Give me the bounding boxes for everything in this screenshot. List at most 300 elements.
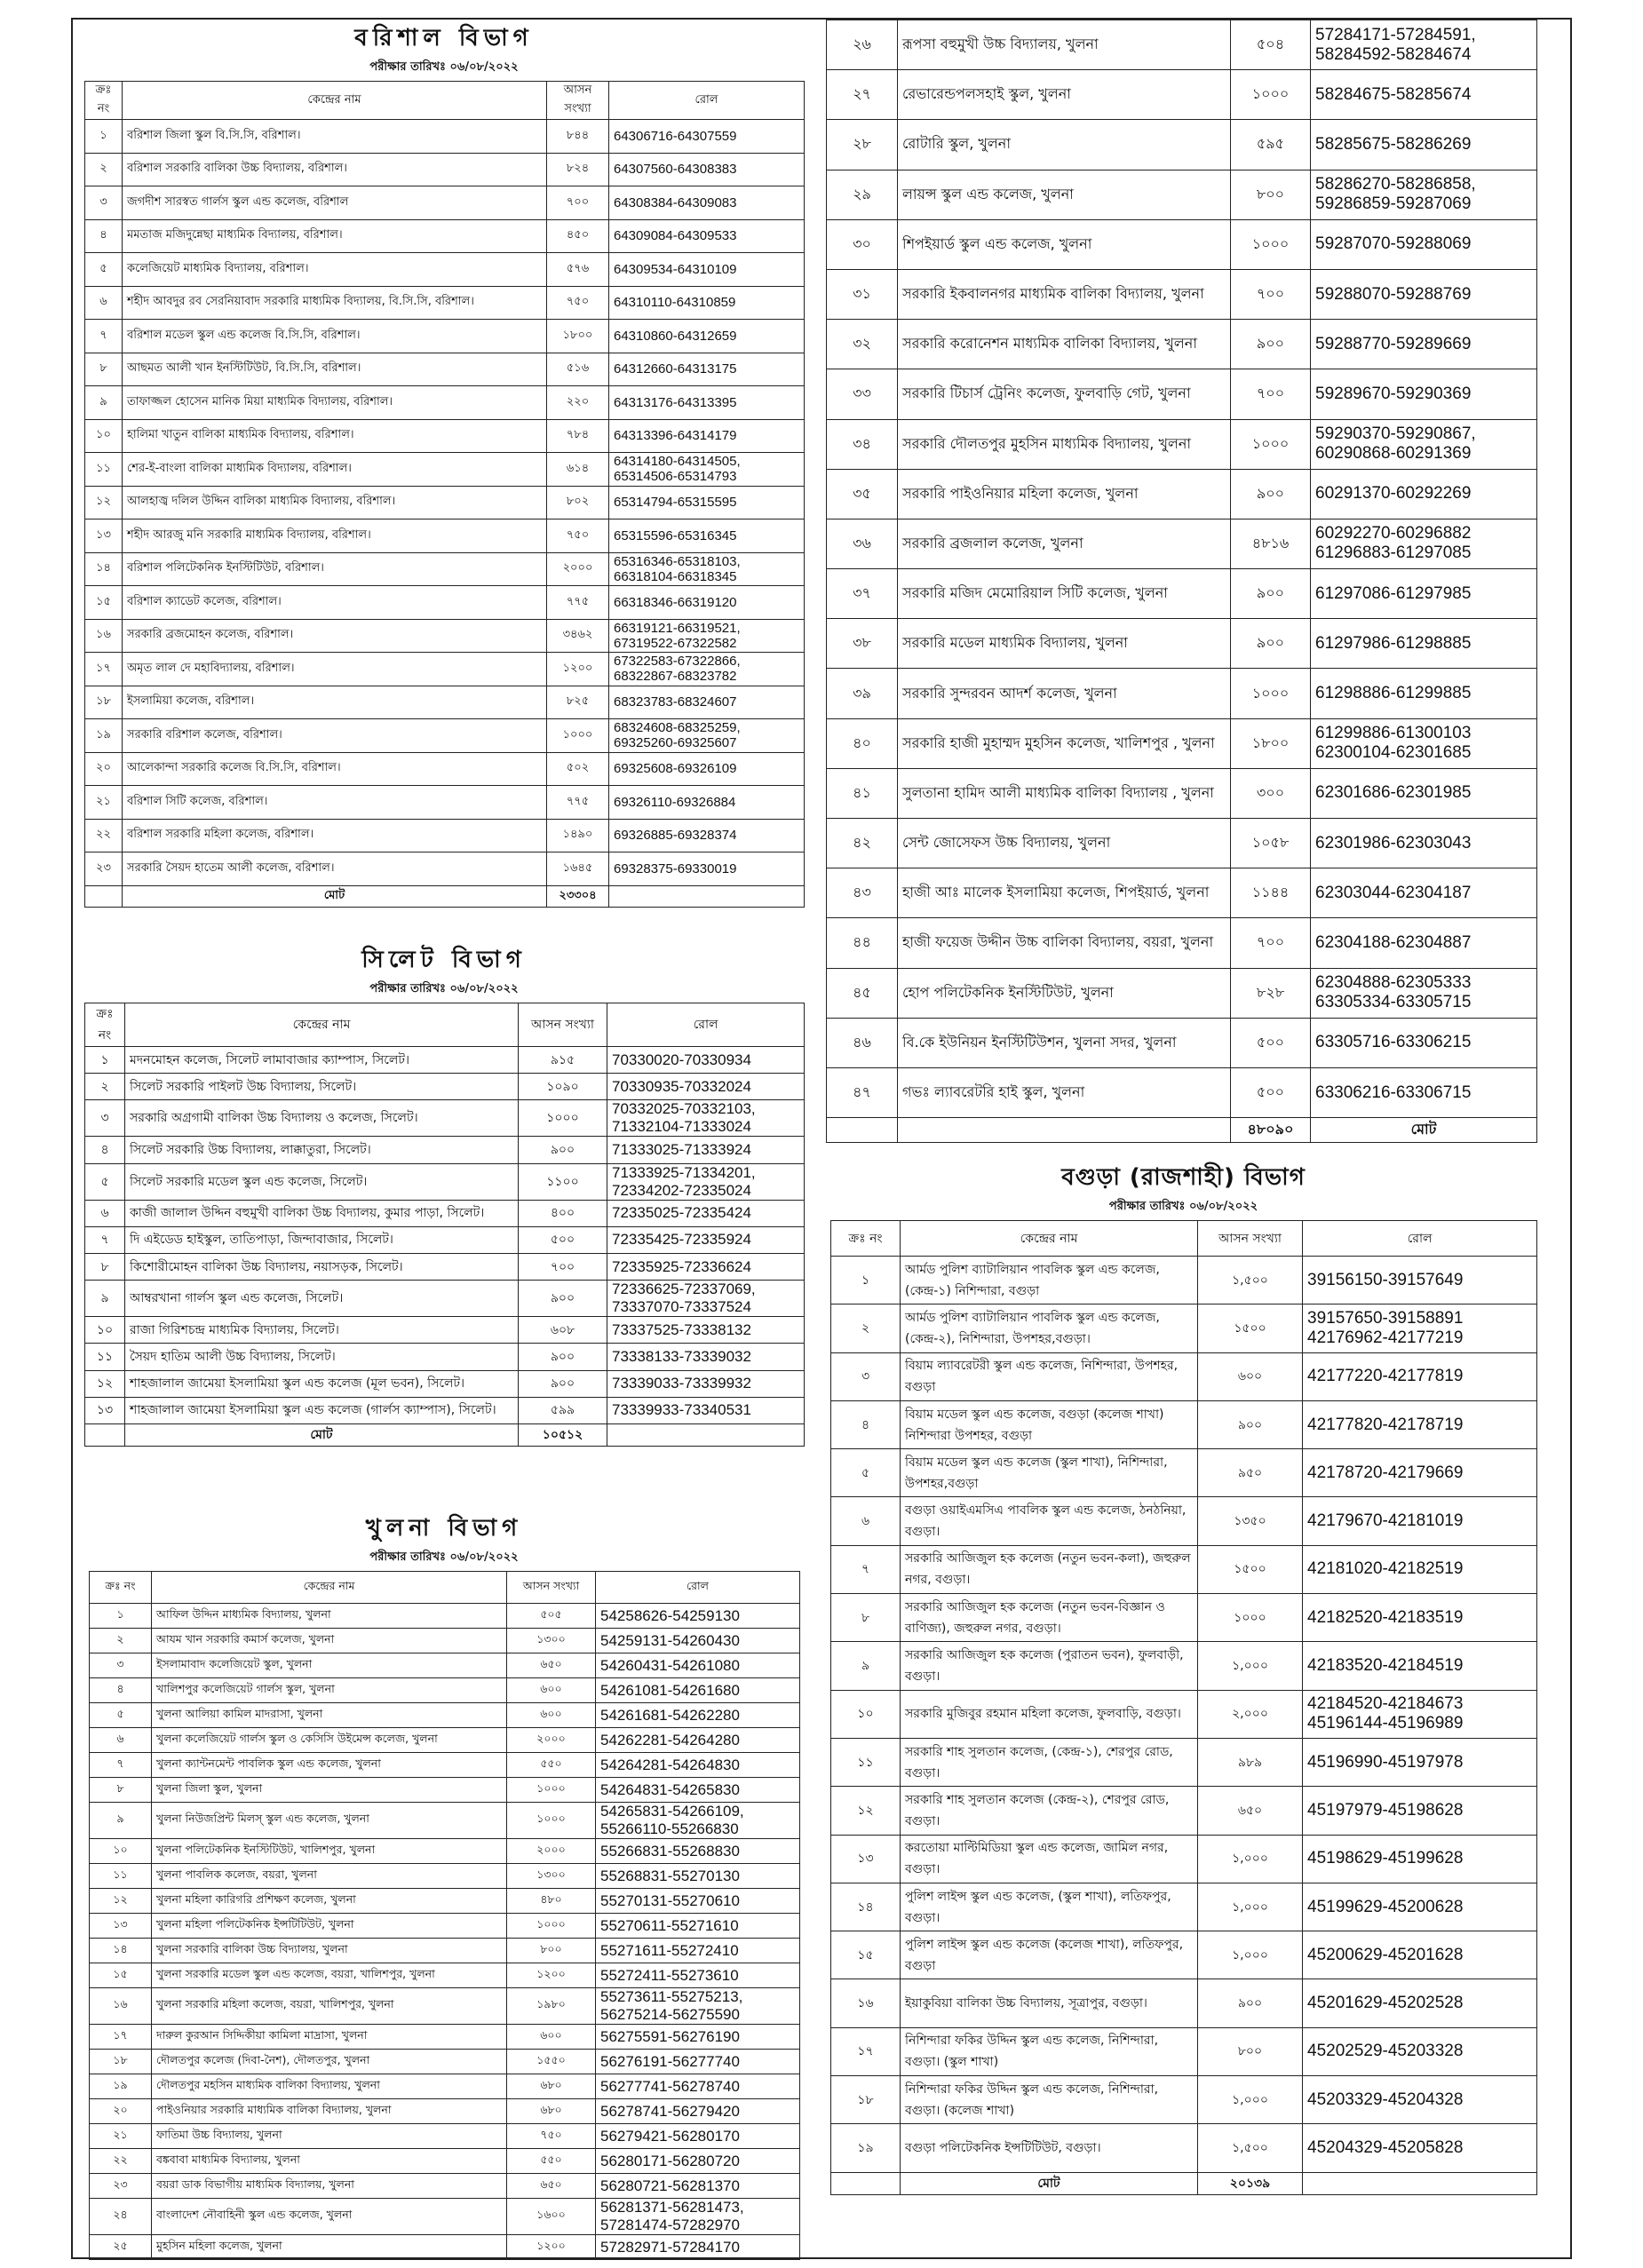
serial-cell: ৯ xyxy=(831,1642,901,1690)
table-row xyxy=(90,1653,800,1678)
khulna-title: খুলনা বিভাগ xyxy=(365,1515,523,1542)
seat-count-cell: ৯০০ xyxy=(1231,469,1311,519)
table-row xyxy=(85,552,805,586)
table-row xyxy=(827,968,1537,1018)
center-name-cell: তাফাজ্জল হোসেন মানিক মিয়া মাধ্যমিক বিদ্যালয়, বরিশাল। xyxy=(123,386,547,420)
roll-range-cell: 66319121-66319521, 67319522-67322582 xyxy=(609,619,805,653)
table-row xyxy=(85,1163,805,1200)
bogura-date: পরীক্ষার তারিখঃ ০৬/০৮/২০২২ xyxy=(1108,1200,1258,1213)
serial-cell: ৫ xyxy=(831,1449,901,1497)
center-name-cell: আর্মড পুলিশ ব্যাটালিয়ান পাবলিক স্কুল এন্ড কলেজ, (কেন্দ্র-১) নিশিন্দারা, বগুড়া xyxy=(901,1257,1198,1304)
table-row xyxy=(90,1778,800,1803)
roll-range-cell: 56281371-56281473, 57281474-57282970 xyxy=(596,2199,800,2235)
roll-range-cell: 54264281-54264830 xyxy=(596,1753,800,1778)
table-row xyxy=(827,868,1537,918)
center-name-cell: বগুড়া ওয়াইএমসিএ পাবলিক স্কুল এন্ড কলেজ, ঠনঠনিয়া, বগুড়া। xyxy=(901,1497,1198,1545)
serial-cell: ১১ xyxy=(85,1344,125,1370)
seat-count-cell: ৫১৬ xyxy=(547,353,609,386)
serial-cell: ১৪ xyxy=(90,1939,152,1963)
table-row xyxy=(827,569,1537,619)
center-name-cell: শাহজালাল জামেয়া ইসলামিয়া স্কুল এন্ড কলেজ (গার্লস ক্যাম্পাস), সিলেট। xyxy=(125,1397,519,1423)
table-row xyxy=(831,1931,1537,1979)
center-name-cell: সরকারি মজিদ মেমোরিয়াল সিটি কলেজ, খুলনা xyxy=(898,569,1231,619)
seat-count-cell: ৮০২ xyxy=(547,486,609,519)
roll-range-cell: 71333925-71334201, 72334202-72335024 xyxy=(607,1163,805,1200)
table-row xyxy=(85,852,805,886)
roll-range-cell: 58286270-58286858, 59286859-59287069 xyxy=(1311,170,1537,219)
roll-range-cell: 64310860-64312659 xyxy=(609,320,805,353)
roll-range-cell: 62304888-62305333 63305334-63305715 xyxy=(1311,968,1537,1018)
roll-range-cell: 56279421-56280170 xyxy=(596,2124,800,2149)
roll-range-cell: 57284171-57284591, 58284592-58284674 xyxy=(1311,20,1537,70)
seat-count-cell: ৭৮৪ xyxy=(547,419,609,453)
roll-range-cell: 54264831-54265830 xyxy=(596,1778,800,1803)
center-name-cell: দারুল কুরআন সিদ্দিকীয়া কামিলা মাদ্রাসা, খুলনা xyxy=(152,2025,507,2050)
table-row xyxy=(90,2050,800,2074)
center-name-cell: আছমত আলী খান ইনস্টিটিউট, বি.সি.সি, বরিশাল। xyxy=(123,353,547,386)
serial-cell: ১৬ xyxy=(831,1979,901,2027)
roll-range-cell: 45199629-45200628 xyxy=(1303,1883,1537,1931)
center-name-cell: খুলনা ক্যান্টনমেন্ট পাবলিক স্কুল এন্ড কলেজ, খুলনা xyxy=(152,1753,507,1778)
table-row xyxy=(90,1753,800,1778)
roll-range-cell: 45196990-45197978 xyxy=(1303,1738,1537,1786)
center-name-cell: খুলনা কলেজিয়েট গার্লস স্কুল ও কেসিসি উইমেন্স কলেজ, খুলনা xyxy=(152,1728,507,1753)
seat-count-cell: ৫৫০ xyxy=(507,2149,596,2174)
table-row xyxy=(831,1883,1537,1931)
center-name-cell: সরকারি মডেল মাধ্যমিক বিদ্যালয়, খুলনা xyxy=(898,619,1231,669)
serial-cell: ১৩ xyxy=(90,1914,152,1939)
khulna-section-continued xyxy=(826,20,1536,1143)
serial-cell: ৩ xyxy=(831,1352,901,1400)
serial-cell: ১০ xyxy=(85,1317,125,1344)
center-name-cell: সরকারি করোনেশন মাধ্যমিক বালিকা বিদ্যালয়, খুলনা xyxy=(898,320,1231,369)
seat-count-cell: ৬০০ xyxy=(1198,1352,1303,1400)
table-row xyxy=(827,219,1537,269)
total-label: মোট xyxy=(901,2172,1198,2194)
roll-range-cell: 68323783-68324607 xyxy=(609,686,805,719)
serial-cell: ৩৩ xyxy=(827,369,898,419)
table-row xyxy=(85,519,805,553)
roll-range-cell: 55268831-55270130 xyxy=(596,1864,800,1889)
center-name-cell: সরকারি পাইওনিয়ার মহিলা কলেজ, খুলনা xyxy=(898,469,1231,519)
roll-range-cell: 54260431-54261080 xyxy=(596,1653,800,1678)
col-header-seats: আসন সংখ্যা xyxy=(507,1572,596,1604)
seat-count-cell: ৩০০ xyxy=(1231,768,1311,818)
roll-range-cell: 72335025-72335424 xyxy=(607,1200,805,1226)
roll-range-cell: 68324608-68325259, 69325260-69325607 xyxy=(609,719,805,753)
center-name-cell: সরকারি সুন্দরবন আদর্শ কলেজ, খুলনা xyxy=(898,669,1231,718)
center-name-cell: ইসলামিয়া কলেজ, বরিশাল। xyxy=(123,686,547,719)
center-name-cell: লায়ন্স স্কুল এন্ড কলেজ, খুলনা xyxy=(898,170,1231,219)
serial-cell: ১৪ xyxy=(831,1883,901,1931)
center-name-cell: বগুড়া পলিটেকনিক ইন্সটিটিউট, বগুড়া। xyxy=(901,2124,1198,2172)
center-name-cell: ফাতিমা উচ্চ বিদ্যালয়, খুলনা xyxy=(152,2124,507,2149)
center-name-cell: খুলনা সরকারি মহিলা কলেজ, বয়রা, খালিশপুর, খুলনা xyxy=(152,1988,507,2025)
roll-range-cell: 65315596-65316345 xyxy=(609,519,805,553)
seat-count-cell: ৯০০ xyxy=(519,1344,607,1370)
roll-range-cell: 65316346-65318103, 66318104-66318345 xyxy=(609,552,805,586)
table-row xyxy=(85,1281,805,1317)
table-row xyxy=(827,519,1537,568)
seat-count-cell: ১০০০ xyxy=(519,1100,607,1137)
table-row xyxy=(85,186,805,220)
col-header-roll: রোল xyxy=(609,82,805,120)
seat-count-cell: ৫০৫ xyxy=(507,1604,596,1629)
center-name-cell: সরকারি অগ্রগামী বালিকা উচ্চ বিদ্যালয় ও কলেজ, সিলেট। xyxy=(125,1100,519,1137)
seat-count-cell: ১২০০ xyxy=(507,2235,596,2260)
table-row xyxy=(85,686,805,719)
table-row xyxy=(827,819,1537,868)
roll-range-cell: 69326885-69328374 xyxy=(609,819,805,852)
table-row xyxy=(85,1226,805,1253)
center-name-cell: বিয়াম ল্যাবরেটরী স্কুল এন্ড কলেজ, নিশিন্দারা, উপশহর, বগুড়া xyxy=(901,1352,1198,1400)
col-header-name: কেন্দ্রের নাম xyxy=(901,1221,1198,1257)
serial-cell: ৪১ xyxy=(827,768,898,818)
seat-count-cell: ৫৯৯ xyxy=(519,1397,607,1423)
serial-cell: ৯ xyxy=(85,1281,125,1317)
serial-cell: ২২ xyxy=(85,819,123,852)
center-name-cell: সৈয়দ হাতিম আলী উচ্চ বিদ্যালয়, সিলেট। xyxy=(125,1344,519,1370)
serial-cell: ৭ xyxy=(90,1753,152,1778)
center-name-cell: খালিশপুর কলেজিয়েট গার্লস স্কুল, খুলনা xyxy=(152,1678,507,1703)
roll-range-cell: 64309534-64310109 xyxy=(609,253,805,287)
table-row xyxy=(85,1047,805,1074)
seat-count-cell: ১৫০০ xyxy=(1198,1545,1303,1593)
center-name-cell: হালিমা খাতুন বালিকা মাধ্যমিক বিদ্যালয়, বরিশাল। xyxy=(123,419,547,453)
center-name-cell: দৌলতপুর কলেজ (দিবা-নৈশ), দৌলতপুর, খুলনা xyxy=(152,2050,507,2074)
serial-cell: ১৩ xyxy=(831,1835,901,1883)
barishal-table xyxy=(84,81,805,908)
roll-range-cell: 42177220-42177819 xyxy=(1303,1352,1537,1400)
seat-count-cell: ৯০০ xyxy=(1198,1979,1303,2027)
roll-range-cell: 45202529-45203328 xyxy=(1303,2027,1537,2075)
seat-count-cell: ৭০০ xyxy=(1231,269,1311,319)
roll-range-cell: 62304188-62304887 xyxy=(1311,918,1537,968)
serial-cell: ২ xyxy=(85,1074,125,1100)
col-header-sl: ক্রঃ নং xyxy=(831,1221,901,1257)
table-row xyxy=(90,1728,800,1753)
seat-count-cell: ৮৪৪ xyxy=(547,120,609,154)
roll-range-cell: 42181020-42182519 xyxy=(1303,1545,1537,1593)
total-value: ২৩৩০৪ xyxy=(547,885,609,907)
table-row xyxy=(827,1067,1537,1117)
center-name-cell: অমৃত লাল দে মহাবিদ্যালয়, বরিশাল। xyxy=(123,653,547,686)
table-row xyxy=(85,619,805,653)
center-name-cell: নিশিন্দারা ফকির উদ্দিন স্কুল এন্ড কলেজ, নিশিন্দারা, বগুড়া। (কলেজ শাখা) xyxy=(901,2076,1198,2124)
table-row xyxy=(827,170,1537,219)
serial-cell: ৩৯ xyxy=(827,669,898,718)
serial-cell: ৫ xyxy=(90,1703,152,1728)
center-name-cell: বি.কে ইউনিয়ন ইনস্টিটিউশন, খুলনা সদর, খুলনা xyxy=(898,1018,1231,1067)
serial-cell: ৩ xyxy=(85,1100,125,1137)
seat-count-cell: ১০০০ xyxy=(507,1803,596,1839)
col-header-sl: ক্রঃ নং xyxy=(85,1003,125,1047)
seat-count-cell: ৫৫০ xyxy=(507,1753,596,1778)
roll-range-cell: 64307560-64308383 xyxy=(609,153,805,186)
seat-count-cell: ১,৫০০ xyxy=(1198,2124,1303,2172)
center-name-cell: পুলিশ লাইন্স স্কুল এন্ড কলেজ (কলেজ শাখা), লতিফপুর, বগুড়া xyxy=(901,1931,1198,1979)
serial-cell: ৪৬ xyxy=(827,1018,898,1067)
seat-count-cell: ৪৮০ xyxy=(507,1889,596,1914)
table-row xyxy=(85,219,805,253)
center-name-cell: খুলনা নিউজপ্রিন্ট মিলস্ স্কুল এন্ড কলেজ, খুলনা xyxy=(152,1803,507,1839)
seat-count-cell: ১৪৯০ xyxy=(547,819,609,852)
col-header-sl: ক্রঃ নং xyxy=(85,82,123,120)
serial-cell: ৬ xyxy=(85,286,123,320)
roll-range-cell: 72335925-72336624 xyxy=(607,1253,805,1280)
center-name-cell: বিয়াম মডেল স্কুল এন্ড কলেজ, বগুড়া (কলেজ শাখা) নিশিন্দারা উপশহর, বগুড়া xyxy=(901,1400,1198,1448)
table-row xyxy=(85,386,805,420)
table-row xyxy=(831,1594,1537,1642)
center-name-cell: সরকারি ইকবালনগর মাধ্যমিক বালিকা বিদ্যালয়, খুলনা xyxy=(898,269,1231,319)
sylhet-section xyxy=(84,941,804,1447)
roll-range-cell: 54265831-54266109, 55266110-55266830 xyxy=(596,1803,800,1839)
seat-count-cell: ৮২৫ xyxy=(547,686,609,719)
seat-count-cell: ২,০০০ xyxy=(1198,1690,1303,1738)
seat-count-cell: ৭০০ xyxy=(1231,369,1311,419)
serial-cell: ২১ xyxy=(85,786,123,820)
roll-range-cell: 56277741-56278740 xyxy=(596,2074,800,2099)
seat-count-cell: ৭০০ xyxy=(547,186,609,220)
seat-count-cell: ৫৯৫ xyxy=(1231,120,1311,170)
center-name-cell: সরকারি টিচার্স ট্রেনিং কলেজ, ফুলবাড়ি গেট, খুলনা xyxy=(898,369,1231,419)
serial-cell: ৩৭ xyxy=(827,569,898,619)
center-name-cell: সেন্ট জোসেফস উচ্চ বিদ্যালয়, খুলনা xyxy=(898,819,1231,868)
seat-count-cell: ৮০০ xyxy=(1231,170,1311,219)
serial-cell: ৩৪ xyxy=(827,419,898,469)
seat-count-cell: ৭৫০ xyxy=(507,2124,596,2149)
seat-count-cell: ১০০০ xyxy=(507,1778,596,1803)
center-name-cell: রেভারেন্ডপলসহাই স্কুল, খুলনা xyxy=(898,70,1231,120)
roll-range-cell: 64312660-64313175 xyxy=(609,353,805,386)
seat-count-cell: ৫০০ xyxy=(1231,1018,1311,1067)
roll-range-cell: 70332025-70332103, 71332104-71333024 xyxy=(607,1100,805,1137)
sylhet-table xyxy=(84,1003,805,1447)
roll-range-cell: 59289670-59290369 xyxy=(1311,369,1537,419)
roll-range-cell: 45198629-45199628 xyxy=(1303,1835,1537,1883)
seat-count-cell: ৫৭৬ xyxy=(547,253,609,287)
table-row xyxy=(827,918,1537,968)
center-name-cell: কিশোরীমোহন বালিকা উচ্চ বিদ্যালয়, নয়াসড়ক, সিলেট। xyxy=(125,1253,519,1280)
serial-cell: ২৭ xyxy=(827,70,898,120)
center-name-cell: শের-ই-বাংলা বালিকা মাধ্যমিক বিদ্যালয়, বরিশাল। xyxy=(123,453,547,487)
seat-count-cell: ৯০০ xyxy=(519,1137,607,1163)
table-row xyxy=(85,1200,805,1226)
table-row xyxy=(85,320,805,353)
serial-cell: ৪৫ xyxy=(827,968,898,1018)
seat-count-cell: ৭৭৫ xyxy=(547,586,609,620)
center-name-cell: রাজা গিরিশচন্দ্র মাধ্যমিক বিদ্যালয়, সিলেট। xyxy=(125,1317,519,1344)
serial-cell: ৬ xyxy=(85,1200,125,1226)
center-name-cell: সরকারি শাহ সুলতান কলেজ (কেন্দ্র-২), শেরপুর রোড, বগুড়া। xyxy=(901,1787,1198,1835)
roll-range-cell: 71333025-71333924 xyxy=(607,1137,805,1163)
total-label: মোট xyxy=(125,1423,519,1446)
seat-count-cell: ১০৫৮ xyxy=(1231,819,1311,868)
roll-range-cell: 54261081-54261680 xyxy=(596,1678,800,1703)
table-row xyxy=(831,1979,1537,2027)
seat-count-cell: ১০০০ xyxy=(1198,1594,1303,1642)
center-name-cell: করতোয়া মাল্টিমিডিয়া স্কুল এন্ড কলেজ, জামিল নগর, বগুড়া। xyxy=(901,1835,1198,1883)
seat-count-cell: ১০৯০ xyxy=(519,1074,607,1100)
table-row xyxy=(827,120,1537,170)
col-header-seats: আসন সংখ্যা xyxy=(547,82,609,120)
seat-count-cell: ১১৪৪ xyxy=(1231,868,1311,918)
serial-cell: ৩৬ xyxy=(827,519,898,568)
roll-range-cell: 55273611-55275213, 56275214-56275590 xyxy=(596,1988,800,2025)
roll-range-cell: 56276191-56277740 xyxy=(596,2050,800,2074)
center-name-cell: সরকারি হাজী মুহাম্মদ মুহসিন কলেজ, খালিশপুর , খুলনা xyxy=(898,718,1231,768)
serial-cell: ৩ xyxy=(85,186,123,220)
center-name-cell: আলহাজ্ব দলিল উদ্দিন বালিকা মাধ্যমিক বিদ্যালয়, বরিশাল। xyxy=(123,486,547,519)
table-row xyxy=(827,269,1537,319)
table-row xyxy=(827,718,1537,768)
center-name-cell: শহীদ আবদুর রব সেরনিয়াবাদ সরকারি মাধ্যমিক বিদ্যালয়, বি.সি.সি, বরিশাল। xyxy=(123,286,547,320)
serial-cell: ১৯ xyxy=(831,2124,901,2172)
serial-cell: ১০ xyxy=(90,1839,152,1864)
sylhet-title: সিলেট বিভাগ xyxy=(361,947,527,973)
center-name-cell: বরিশাল জিলা স্কুল বি.সি.সি, বরিশাল। xyxy=(123,120,547,154)
serial-cell: ১১ xyxy=(831,1738,901,1786)
roll-range-cell: 61298886-61299885 xyxy=(1311,669,1537,718)
center-name-cell: খুলনা সরকারি মডেল স্কুল এন্ড কলেজ, বয়রা, খালিশপুর, খুলনা xyxy=(152,1963,507,1988)
table-row xyxy=(831,1257,1537,1304)
center-name-cell: সরকারি আজিজুল হক কলেজ (নতুন ভবন-বিজ্ঞান ও বাণিজ্য), জহুরুল নগর, বগুড়া। xyxy=(901,1594,1198,1642)
center-name-cell: শহীদ আরজু মনি সরকারি মাধ্যমিক বিদ্যালয়, বরিশাল। xyxy=(123,519,547,553)
table-row xyxy=(85,752,805,786)
roll-range-cell: 55272411-55273610 xyxy=(596,1963,800,1988)
center-name-cell: খুলনা আলিয়া কামিল মাদরাসা, খুলনা xyxy=(152,1703,507,1728)
center-name-cell: হোপ পলিটেকনিক ইনস্টিটিউট, খুলনা xyxy=(898,968,1231,1018)
center-name-cell: আর্মড পুলিশ ব্যাটালিয়ান পাবলিক স্কুল এন্ড কলেজ, (কেন্দ্র-২), নিশিন্দারা, উপশহর,বগুড়া। xyxy=(901,1304,1198,1352)
total-value: ১০৫১২ xyxy=(519,1423,607,1446)
roll-range-cell: 64313396-64314179 xyxy=(609,419,805,453)
serial-cell: ৩০ xyxy=(827,219,898,269)
table-row xyxy=(827,1018,1537,1067)
seat-count-cell: ১২০০ xyxy=(507,1963,596,1988)
seat-count-cell: ১৬০০ xyxy=(507,2199,596,2235)
center-name-cell: খুলনা পলিটেকনিক ইনস্টিটিউট, খালিশপুর, খুলনা xyxy=(152,1839,507,1864)
table-row xyxy=(90,1864,800,1889)
seat-count-cell: ৯০০ xyxy=(519,1281,607,1317)
total-value: ২০১৩৯ xyxy=(1198,2172,1303,2194)
center-name-cell: মদনমোহন কলেজ, সিলেট লামাবাজার ক্যাম্পাস, সিলেট। xyxy=(125,1047,519,1074)
serial-cell: ১ xyxy=(831,1257,901,1304)
roll-range-cell: 72335425-72335924 xyxy=(607,1226,805,1253)
center-name-cell: সিলেট সরকারি উচ্চ বিদ্যালয়, লাক্কাতুরা, সিলেট। xyxy=(125,1137,519,1163)
table-row xyxy=(90,2099,800,2124)
center-name-cell: শিপইয়ার্ড স্কুল এন্ড কলেজ, খুলনা xyxy=(898,219,1231,269)
roll-range-cell: 45200629-45201628 xyxy=(1303,1931,1537,1979)
khulna-table-part1 xyxy=(89,1571,800,2260)
roll-range-cell: 55271611-55272410 xyxy=(596,1939,800,1963)
col-header-roll: রোল xyxy=(596,1572,800,1604)
col-header-name: কেন্দ্রের নাম xyxy=(123,82,547,120)
serial-cell: ১০ xyxy=(831,1690,901,1738)
roll-range-cell: 64309084-64309533 xyxy=(609,219,805,253)
roll-range-cell: 55270131-55270610 xyxy=(596,1889,800,1914)
center-name-cell: রোটারি স্কুল, খুলনা xyxy=(898,120,1231,170)
table-row xyxy=(827,768,1537,818)
seat-count-cell: ১৩০০ xyxy=(507,1864,596,1889)
table-row xyxy=(827,20,1537,70)
roll-range-cell: 59288770-59289669 xyxy=(1311,320,1537,369)
seat-count-cell: ৯০০ xyxy=(1231,320,1311,369)
table-row xyxy=(831,2027,1537,2075)
table-row xyxy=(90,1604,800,1629)
bogura-title: বগুড়া (রাজশাহী) বিভাগ xyxy=(1061,1164,1306,1191)
serial-cell: ৬ xyxy=(90,1728,152,1753)
seat-count-cell: ৭৫০ xyxy=(547,286,609,320)
roll-range-cell: 55266831-55268830 xyxy=(596,1839,800,1864)
col-header-name: কেন্দ্রের নাম xyxy=(152,1572,507,1604)
barishal-section xyxy=(84,20,804,908)
center-name-cell: জগদীশ সারস্বত গার্লস স্কুল এন্ড কলেজ, বরিশাল xyxy=(123,186,547,220)
roll-range-cell: 45201629-45202528 xyxy=(1303,1979,1537,2027)
table-row xyxy=(90,1678,800,1703)
roll-range-cell: 42179670-42181019 xyxy=(1303,1497,1537,1545)
table-row xyxy=(831,1835,1537,1883)
serial-cell: ৪০ xyxy=(827,718,898,768)
col-header-roll: রোল xyxy=(1303,1221,1537,1257)
seat-count-cell: ১,০০০ xyxy=(1198,1642,1303,1690)
serial-cell: ১২ xyxy=(90,1889,152,1914)
seat-count-cell: ১৮০০ xyxy=(547,320,609,353)
roll-range-cell: 67322583-67322866, 68322867-68323782 xyxy=(609,653,805,686)
center-name-cell: কাজী জালাল উদ্দিন বহুমুখী বালিকা উচ্চ বিদ্যালয়, কুমার পাড়া, সিলেট। xyxy=(125,1200,519,1226)
center-name-cell: বাংলাদেশ নৌবাহিনী স্কুল এন্ড কলেজ, খুলনা xyxy=(152,2199,507,2235)
table-row xyxy=(85,1074,805,1100)
serial-cell: ১৮ xyxy=(85,686,123,719)
table-row xyxy=(90,2124,800,2149)
seat-count-cell: ১,০০০ xyxy=(1198,1883,1303,1931)
table-row xyxy=(90,2074,800,2099)
seat-count-cell: ১,০০০ xyxy=(1198,1931,1303,1979)
serial-cell: ৩২ xyxy=(827,320,898,369)
roll-range-cell: 69325608-69326109 xyxy=(609,752,805,786)
center-name-cell: খুলনা মহিলা পলিটেকনিক ইন্সটিটিউট, খুলনা xyxy=(152,1914,507,1939)
seat-count-cell: ১০০০ xyxy=(1231,70,1311,120)
serial-cell: ১৬ xyxy=(90,1988,152,2025)
seat-count-cell: ২২০ xyxy=(547,386,609,420)
seat-count-cell: ১১০০ xyxy=(519,1163,607,1200)
seat-count-cell: ৬৫০ xyxy=(507,1653,596,1678)
seat-count-cell: ১৩৫০ xyxy=(1198,1497,1303,1545)
khulna-date: পরীক্ষার তারিখঃ ০৬/০৮/২০২২ xyxy=(369,1550,519,1564)
roll-range-cell: 63305716-63306215 xyxy=(1311,1018,1537,1067)
table-row xyxy=(85,1370,805,1397)
table-row xyxy=(85,586,805,620)
serial-cell: ৪৭ xyxy=(827,1067,898,1117)
barishal-title: বরিশাল বিভাগ xyxy=(354,25,534,52)
roll-range-cell: 62303044-62304187 xyxy=(1311,868,1537,918)
table-row xyxy=(831,1497,1537,1545)
serial-cell: ১৭ xyxy=(831,2027,901,2075)
table-row xyxy=(827,619,1537,669)
center-name-cell: হাজী ফয়েজ উদ্দীন উচ্চ বালিকা বিদ্যালয়, বয়রা, খুলনা xyxy=(898,918,1231,968)
seat-count-cell: ৯১৫ xyxy=(519,1047,607,1074)
table-row xyxy=(827,320,1537,369)
seat-count-cell: ৬৫০ xyxy=(507,2174,596,2199)
table-row xyxy=(85,786,805,820)
roll-range-cell: 57282971-57284170 xyxy=(596,2235,800,2260)
table-row xyxy=(90,1988,800,2025)
center-name-cell: বিয়াম মডেল স্কুল এন্ড কলেজ (স্কুল শাখা), নিশিন্দারা, উপশহর,বগুড়া xyxy=(901,1449,1198,1497)
roll-range-cell: 55270611-55271610 xyxy=(596,1914,800,1939)
table-row xyxy=(85,286,805,320)
table-row xyxy=(831,1545,1537,1593)
serial-cell: ৩৫ xyxy=(827,469,898,519)
roll-range-cell: 42178720-42179669 xyxy=(1303,1449,1537,1497)
